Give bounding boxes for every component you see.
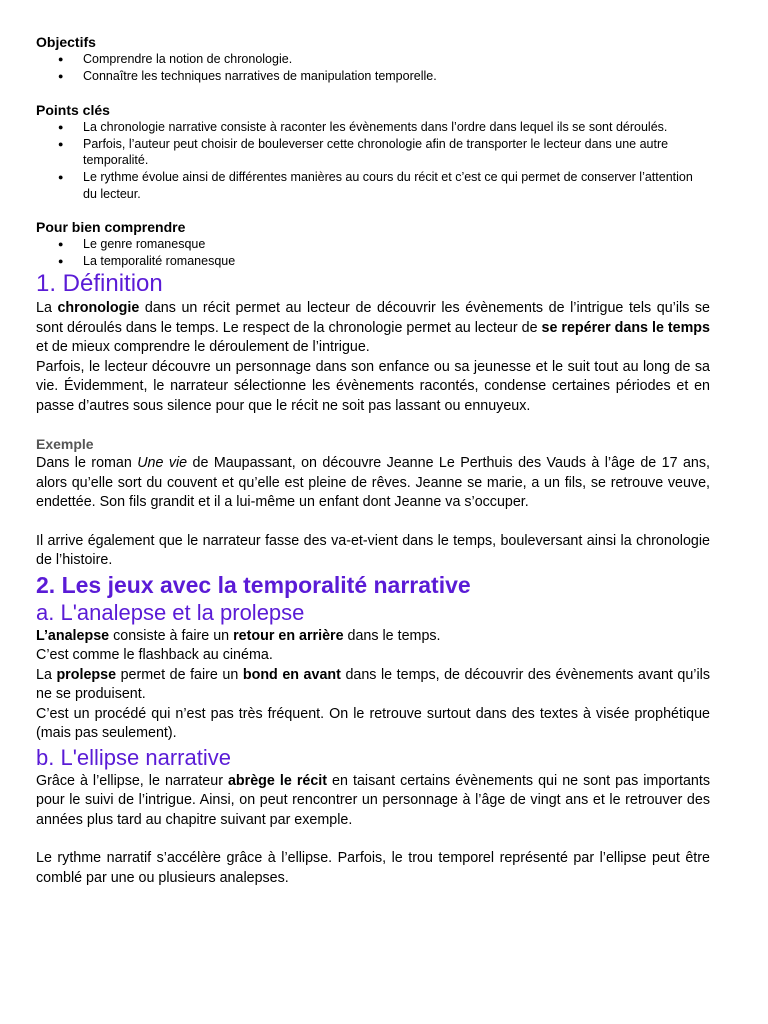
analepse-line-1: L’analepse consiste à faire un retour en arrière dans le temps.	[36, 627, 441, 644]
list-item: ● La temporalité romanesque	[36, 253, 710, 270]
definition-paragraph-3: Il arrive également que le narrateur fasse des va-et-vient dans le temps, bouleversant ainsi la chronologie de l’histoire.	[36, 532, 710, 569]
ellipse-paragraph-2: Le rythme narratif s’accélère grâce à l’ellipse. Parfois, le trou temporel représenté par l’ellipse peut être comblé par une ou plusieurs analepses.	[36, 850, 710, 886]
section-1-heading: 1. Définition	[36, 270, 163, 298]
pour-bien-comprendre-title: Pour bien comprendre	[36, 219, 186, 236]
list-item: ● Comprendre la notion de chronologie.	[36, 51, 710, 68]
exemple-paragraph: Dans le roman Une vie de Maupassant, on découvre Jeanne Le Perthuis des Vauds à l’âge de 17 ans, alors qu’elle sort du couvent et qu’elle est pleine de rêves. Jeanne se marie, a un fils, se retrouve veuve, endettée. Son fils grandit et il a lui-même un enfant dont Jeanne va s’occuper.	[36, 455, 710, 511]
points-cles-title: Points clés	[36, 102, 110, 119]
section-2b-heading: b. L'ellipse narrative	[36, 744, 231, 770]
definition-paragraph-2: Parfois, le lecteur découvre un personnage dans son enfance ou sa jeunesse et le suit tout au long de sa vie. Évidemment, le narrateur sélectionne les évènements racontés, condense certaines périodes et en passe d’autres sous silence pour que le récit ne soit pas lassant ou ennuyeux.	[36, 358, 710, 414]
list-item: ● Le rythme évolue ainsi de différentes manières au cours du récit et c’est ce qui permet de conserver l’attention du lecteur.	[36, 169, 710, 202]
analepse-line-2: C’est comme le flashback au cinéma.	[36, 647, 273, 664]
section-2-heading: 2. Les jeux avec la temporalité narrative	[36, 571, 471, 598]
ellipse-paragraph-1: Grâce à l’ellipse, le narrateur abrège le récit en taisant certains évènements qui ne sont pas importants pour le suivi de l’intrigue. Ainsi, on peut rencontrer un personnage à l’âge de vingt ans et le retrouver des années plus tard au chapitre suivant par exemple.	[36, 772, 710, 828]
definition-paragraph-1: La chronologie dans un récit permet au lecteur de découvrir les évènements de l’intrigue tels qu’ils se sont déroulés dans le temps. Le respect de la chronologie permet au lecteur de se repérer dans le temps et de mieux comprendre le déroulement de l’intrigue.	[36, 300, 711, 356]
list-item: ● Parfois, l’auteur peut choisir de bouleverser cette chronologie afin de transporter le lecteur dans une autre temporalité.	[36, 136, 710, 169]
list-item: ● La chronologie narrative consiste à raconter les évènements dans l’ordre dans lequel ils se sont déroulés.	[36, 119, 710, 136]
procede-paragraph: C’est un procédé qui n’est pas très fréquent. On le retrouve surtout dans des textes à visée prophétique (mais pas seulement).	[36, 705, 710, 742]
exemple-label: Exemple	[36, 436, 94, 453]
pour-bien-comprendre-list	[36, 236, 710, 269]
points-cles-list	[36, 119, 710, 202]
prolepse-paragraph: La prolepse permet de faire un bond en avant dans le temps, de découvrir des évènements avant qu’ils ne se produisent.	[36, 666, 710, 703]
list-item: ● Le genre romanesque	[36, 236, 710, 253]
list-item: ● Connaître les techniques narratives de manipulation temporelle.	[36, 68, 710, 85]
objectifs-list	[36, 51, 710, 84]
section-2a-heading: a. L'analepse et la prolepse	[36, 599, 305, 625]
objectifs-title: Objectifs	[36, 34, 96, 50]
